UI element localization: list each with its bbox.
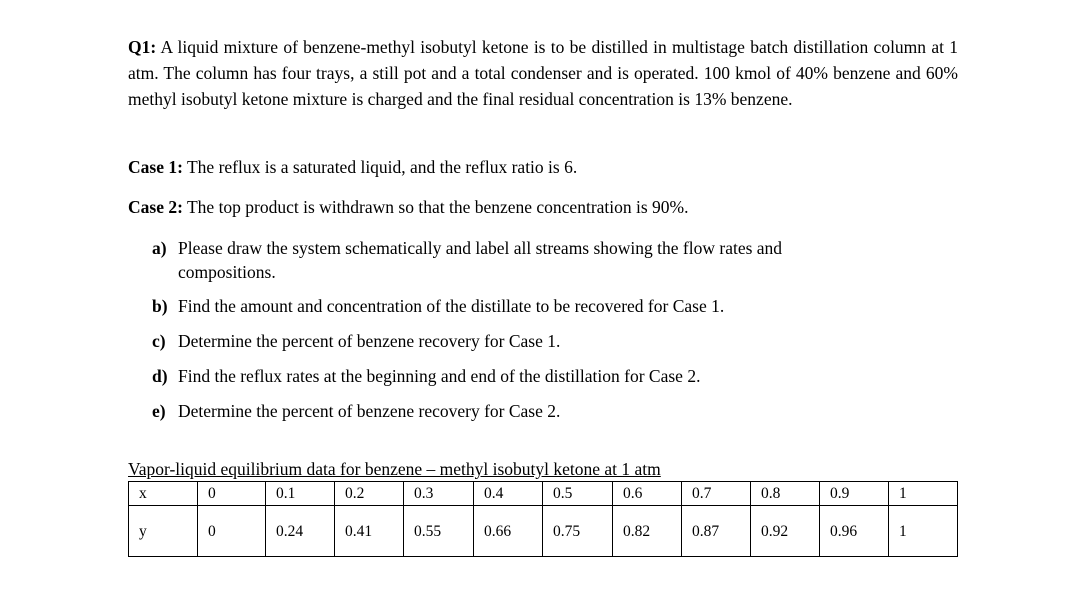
y-cell: 0.96 (820, 506, 889, 557)
y-cell: 1 (889, 506, 958, 557)
x-cell: 1 (889, 482, 958, 506)
item-a-text-line2: compositions. (178, 262, 276, 282)
y-cell: 0.41 (335, 506, 404, 557)
x-cell: 0.4 (474, 482, 543, 506)
item-b-label: b) (152, 296, 168, 316)
case1-paragraph (128, 154, 958, 180)
item-c (152, 329, 957, 353)
x-cell: 0.7 (682, 482, 751, 506)
case2-paragraph (128, 194, 958, 220)
item-c-label: c) (152, 331, 166, 351)
y-cell: 0.55 (404, 506, 474, 557)
case1-label: Case 1: (128, 157, 183, 177)
question-paragraph (128, 34, 958, 112)
item-d (152, 364, 957, 388)
item-c-text: Determine the percent of benzene recovery for Case 1. (178, 331, 561, 351)
x-cell: 0.2 (335, 482, 404, 506)
x-header-cell: x (129, 482, 198, 506)
table-row-y (129, 506, 958, 557)
item-b-text: Find the amount and concentration of the distillate to be recovered for Case 1. (178, 296, 725, 316)
question-text: A liquid mixture of benzene-methyl isobutyl ketone is to be distilled in multistage batch distillation column at 1 atm. The column has four trays, a still pot and a total condenser and is operated. 100 kmol of 40% benzene and 60% methyl isobutyl ketone mixture is charged and the final residual concentration is 13% benzene. (128, 37, 958, 109)
case2-label: Case 2: (128, 197, 183, 217)
item-a-label: a) (152, 238, 167, 258)
item-d-text: Find the reflux rates at the beginning and end of the distillation for Case 2. (178, 366, 701, 386)
x-cell: 0.9 (820, 482, 889, 506)
item-b (152, 294, 957, 318)
table-caption: Vapor-liquid equilibrium data for benzene – methyl isobutyl ketone at 1 atm (128, 459, 661, 479)
x-cell: 0.3 (404, 482, 474, 506)
y-cell: 0.66 (474, 506, 543, 557)
item-a (152, 236, 957, 284)
y-cell: 0.92 (751, 506, 820, 557)
x-cell: 0.6 (613, 482, 682, 506)
x-cell: 0.8 (751, 482, 820, 506)
y-cell: 0.75 (543, 506, 613, 557)
x-cell: 0 (198, 482, 266, 506)
y-cell: 0 (198, 506, 266, 557)
item-d-label: d) (152, 366, 168, 386)
case1-text: The reflux is a saturated liquid, and the reflux ratio is 6. (182, 157, 578, 177)
item-e-text: Determine the percent of benzene recovery for Case 2. (178, 401, 561, 421)
case2-text: The top product is withdrawn so that the benzene concentration is 90%. (182, 197, 689, 217)
x-cell: 0.5 (543, 482, 613, 506)
item-a-text-line1: Please draw the system schematically and label all streams showing the flow rates and (178, 238, 783, 258)
item-e (152, 399, 957, 423)
table-row-x (129, 482, 958, 506)
y-cell: 0.82 (613, 506, 682, 557)
item-e-label: e) (152, 401, 166, 421)
question-label: Q1: (128, 37, 157, 57)
y-header-cell: y (129, 506, 198, 557)
vle-table (128, 481, 958, 557)
x-cell: 0.1 (266, 482, 335, 506)
y-cell: 0.87 (682, 506, 751, 557)
y-cell: 0.24 (266, 506, 335, 557)
